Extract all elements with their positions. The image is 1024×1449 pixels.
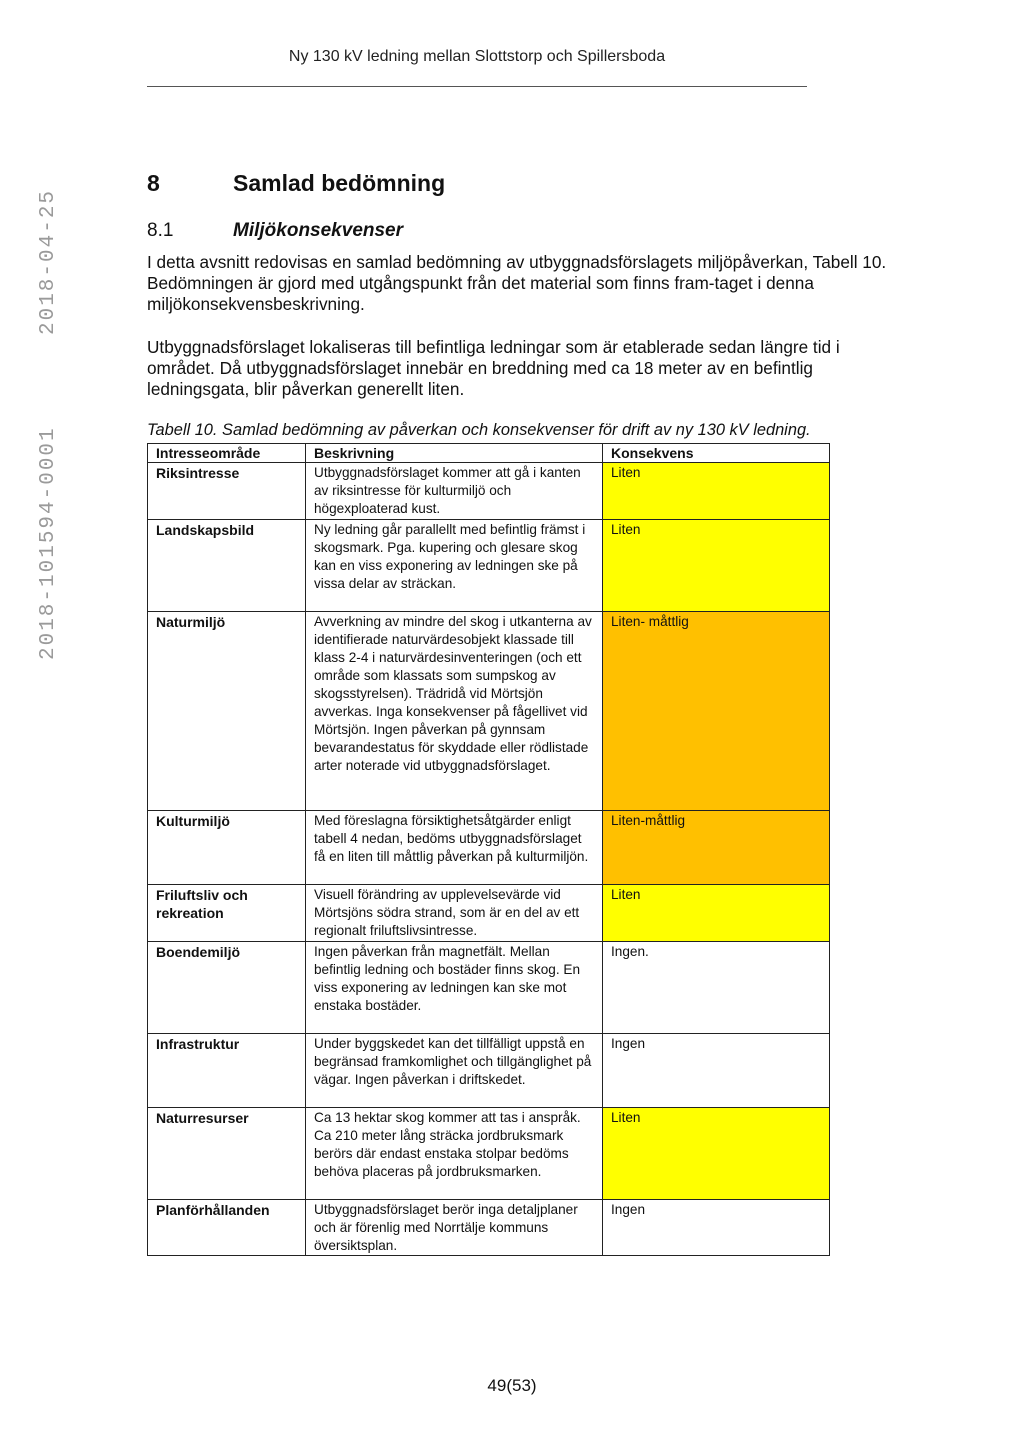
subsection-number: 8.1 [147, 220, 174, 241]
section-number: 8 [147, 170, 160, 196]
table-row [148, 1200, 830, 1256]
table-row [148, 811, 830, 885]
paragraph-location: Utbyggnadsförslaget lokaliseras till befintliga ledningar som är etablerade sedan längre tid i området. Då utbyggnadsförslaget innebär en breddning med ca 18 meter av en befintlig ledningsgata, blir påverkan generellt liten. [147, 337, 840, 399]
consequence-cell: Ingen [603, 1200, 830, 1256]
header-rule [147, 86, 807, 87]
description-cell: Visuell förändring av upplevelsevärde vid Mörtsjöns södra strand, som är en del av ett regionalt friluftslivsintresse. [306, 885, 603, 942]
consequence-cell: Liten- måttlig [603, 612, 830, 811]
running-header: Ny 130 kV ledning mellan Slottstorp och Spillersboda [288, 48, 666, 65]
area-cell: Riksintresse [148, 463, 306, 520]
subsection-title: Miljökonsekvenser [233, 220, 404, 241]
consequence-cell: Liten [603, 463, 830, 520]
description-cell: Utbyggnadsförslaget kommer att gå i kanten av riksintresse för kulturmiljö och högexploaterad kust. [306, 463, 603, 520]
consequence-cell: Liten [603, 885, 830, 942]
area-cell: Boendemiljö [148, 942, 306, 1034]
consequence-cell: Liten [603, 1108, 830, 1200]
description-cell: Ca 13 hektar skog kommer att tas i anspråk. Ca 210 meter lång sträcka jordbruksmark berörs där endast enstaka stolpar bedöms behöva placeras på jordbruksmarken. [306, 1108, 603, 1200]
consequence-cell: Liten-måttlig [603, 811, 830, 885]
subsection-heading [147, 220, 403, 242]
header-description: Beskrivning [306, 444, 603, 463]
description-cell: Utbyggnadsförslaget berör inga detaljplaner och är förenlig med Norrtälje kommuns översiktsplan. [306, 1200, 603, 1256]
consequence-cell: Liten [603, 520, 830, 612]
page-number: 49(53) [487, 1376, 537, 1395]
section-heading [147, 170, 445, 197]
description-cell: Ny ledning går parallellt med befintlig främst i skogsmark. Pga. kupering och glesare skog kan en viss exponering av ledningen ske på vissa delar av sträckan. [306, 520, 603, 612]
area-cell: Kulturmiljö [148, 811, 306, 885]
area-cell: Landskapsbild [148, 520, 306, 612]
table-caption: Tabell 10. Samlad bedömning av påverkan och konsekvenser för drift av ny 130 kV ledning. [147, 421, 811, 439]
table-row [148, 520, 830, 612]
margin-id-stamp: 2018-101594-0001 [37, 426, 60, 660]
description-cell: Avverkning av mindre del skog i utkanterna av identifierade naturvärdesobjekt klassade till klass 2-4 i naturvärdesinventeringen (och ett område som klassats som sumpskog av skogsstyrelsen). Trädridå vid Mörtsjön avverkas. Inga konsekvenser på fågellivet vid Mörtsjön. Ingen påverkan på gynnsam bevarandestatus för skyddade eller rödlistade arter noterade vid utbyggnadsförslaget. [306, 612, 603, 811]
table-row [148, 885, 830, 942]
table-row [148, 463, 830, 520]
paragraph-intro: I detta avsnitt redovisas en samlad bedömning av utbyggnadsförslagets miljöpåverkan, Tabell 10. Bedömningen är gjord med utgångspunkt från det material som finns fram-taget i denna miljökonsekvensbeskrivning. [147, 252, 887, 314]
area-cell: Friluftsliv och rekreation [148, 885, 306, 942]
margin-date-stamp: 2018-04-25 [37, 188, 60, 335]
consequence-table [147, 443, 830, 1256]
table-row [148, 612, 830, 811]
header-consequence: Konsekvens [603, 444, 830, 463]
table-row [148, 1108, 830, 1200]
consequence-cell: Ingen. [603, 942, 830, 1034]
area-cell: Infrastruktur [148, 1034, 306, 1108]
table-header-row [148, 444, 830, 463]
description-cell: Under byggskedet kan det tillfälligt uppstå en begränsad framkomlighet och tillgänglighet på vägar. Ingen påverkan i driftskedet. [306, 1034, 603, 1108]
header-area: Intresseområde [148, 444, 306, 463]
area-cell: Naturmiljö [148, 612, 306, 811]
table-row [148, 1034, 830, 1108]
consequence-cell: Ingen [603, 1034, 830, 1108]
area-cell: Planförhållanden [148, 1200, 306, 1256]
area-cell: Naturresurser [148, 1108, 306, 1200]
section-title: Samlad bedömning [233, 170, 446, 196]
description-cell: Ingen påverkan från magnetfält. Mellan befintlig ledning och bostäder finns skog. En viss exponering av ledningen kan ske mot enstaka bostäder. [306, 942, 603, 1034]
description-cell: Med föreslagna försiktighetsåtgärder enligt tabell 4 nedan, bedöms utbyggnadsförslaget få en liten till måttlig påverkan på kulturmiljön. [306, 811, 603, 885]
table-row [148, 942, 830, 1034]
